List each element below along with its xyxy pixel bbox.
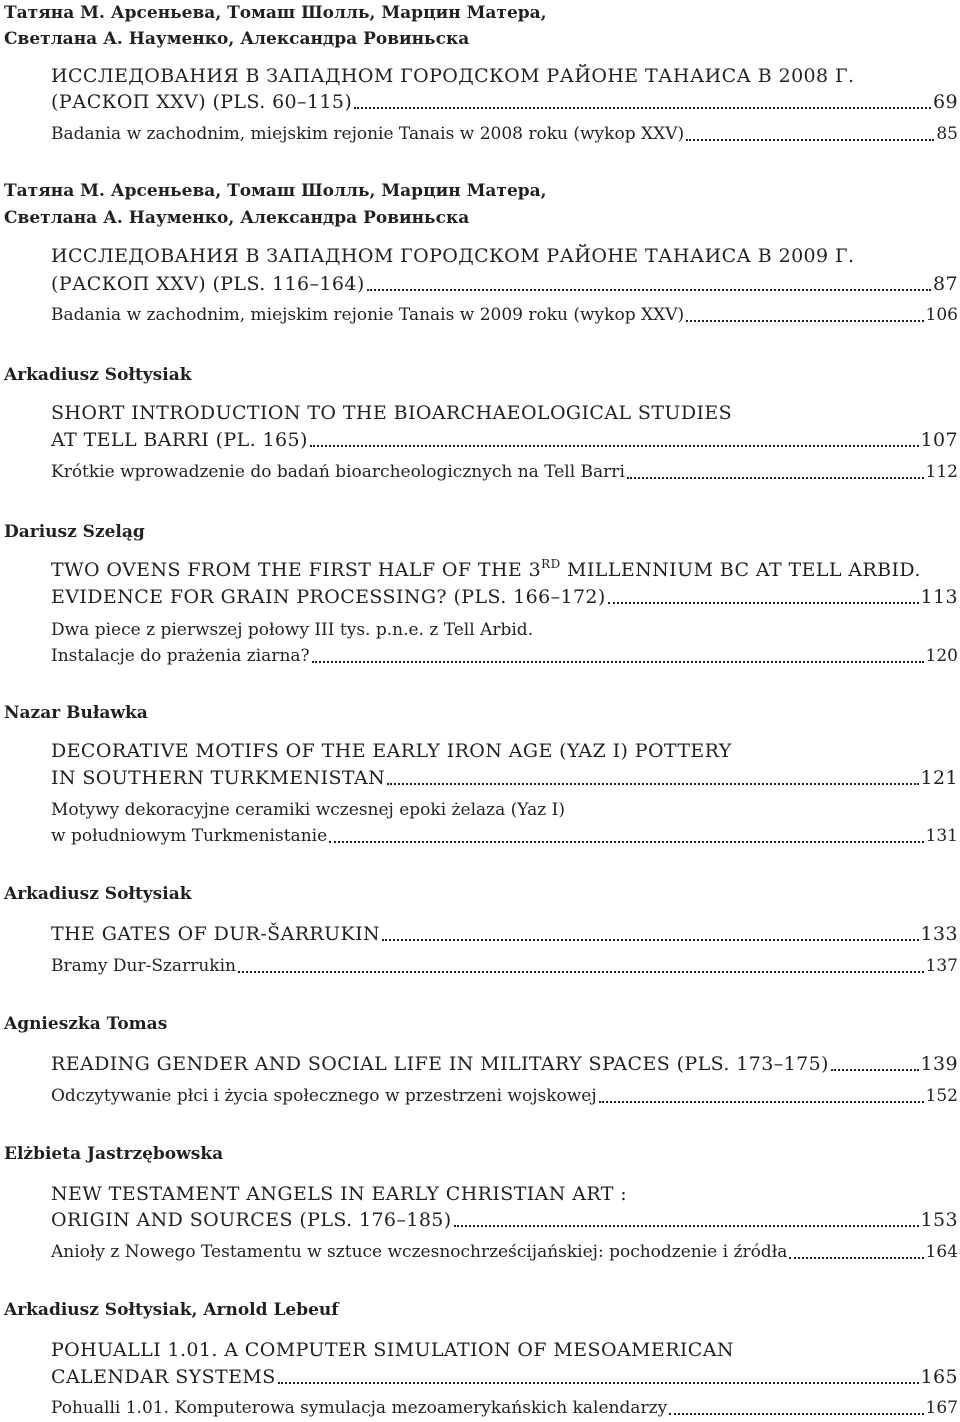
translation-line[interactable] — [51, 953, 958, 979]
dot-leader — [789, 1257, 923, 1259]
translation-line[interactable] — [51, 121, 958, 147]
page-number: 133 — [920, 923, 958, 945]
title-line[interactable] — [51, 271, 958, 297]
title-link-text: ORIGIN AND SOURCES (PLS. 176–185) — [51, 1209, 452, 1231]
translation-line[interactable] — [51, 459, 958, 485]
title-line[interactable] — [51, 921, 958, 947]
page-number: 113 — [920, 586, 958, 608]
dot-leader — [367, 289, 931, 291]
title-text — [51, 557, 921, 583]
translation-line[interactable] — [51, 1395, 958, 1421]
author-line: Elżbieta Jastrzębowska — [4, 1144, 224, 1164]
translation-line[interactable] — [51, 643, 958, 669]
page-number: 131 — [925, 826, 958, 846]
title-link-text: (РАСКОП XXV) (PLS. 116–164) — [51, 273, 365, 295]
title-line — [51, 400, 958, 426]
title-line[interactable] — [51, 1207, 958, 1233]
title-line[interactable] — [51, 89, 958, 115]
title-line[interactable] — [51, 427, 958, 453]
title-line — [51, 557, 958, 583]
dot-leader — [454, 1225, 919, 1227]
translation-text: Badania w zachodnim, miejskim rejonie Tanais w 2009 roku (wykop XXV) — [51, 305, 685, 325]
dot-leader — [627, 477, 924, 479]
title-line — [51, 63, 958, 89]
translation-text: Instalacje do prażenia ziarna? — [51, 646, 310, 666]
page-number: 167 — [925, 1398, 958, 1418]
translation-line[interactable] — [51, 1083, 958, 1109]
author-line: Agnieszka Tomas — [4, 1014, 168, 1034]
translation-line — [51, 617, 958, 643]
translation-text: Badania w zachodnim, miejskim rejonie Tanais w 2008 roku (wykop XXV) — [51, 124, 685, 144]
title-link-text: (РАСКОП XXV) (PLS. 60–115) — [51, 91, 353, 113]
dot-leader — [669, 1413, 923, 1415]
page-number: 120 — [925, 646, 958, 666]
translation-text: Motywy dekoracyjne ceramiki wczesnej epoki żelaza (Yaz I) — [51, 800, 566, 820]
author-line: Arkadiusz Sołtysiak, Arnold Lebeuf — [4, 1300, 339, 1320]
translation-line — [51, 797, 958, 823]
dot-leader — [387, 783, 918, 785]
page-number: 153 — [920, 1209, 958, 1231]
dot-leader — [382, 939, 918, 941]
dot-leader — [686, 320, 923, 322]
dot-leader — [686, 139, 934, 141]
dot-leader — [329, 841, 923, 843]
author-line: Arkadiusz Sołtysiak — [4, 365, 192, 385]
translation-text: Pohualli 1.01. Komputerowa symulacja mezoamerykańskich kalendarzy — [51, 1398, 668, 1418]
title-text: DECORATIVE MOTIFS OF THE EARLY IRON AGE (YAZ I) POTTERY — [51, 740, 732, 762]
title-line[interactable] — [51, 765, 958, 791]
title-line[interactable] — [51, 1051, 958, 1077]
page-number: 85 — [936, 124, 958, 144]
dot-leader — [312, 661, 924, 663]
translation-line[interactable] — [51, 823, 958, 849]
page-number: 87 — [933, 273, 958, 295]
translation-text: Odczytywanie płci i życia społecznego w przestrzeni wojskowej — [51, 1086, 597, 1106]
page-number: 121 — [920, 767, 958, 789]
title-text-part: MILLENNIUM BC AT TELL ARBID. — [560, 559, 921, 581]
page-number: 112 — [925, 462, 958, 482]
page-number: 137 — [925, 956, 958, 976]
author-line: Dariusz Szeląg — [4, 522, 145, 542]
author-line: Татяна М. Арсеньева, Томаш Шолль, Марцин Матера, — [4, 3, 547, 23]
page-number: 152 — [925, 1086, 958, 1106]
title-line — [51, 1337, 958, 1363]
title-link-text: IN SOUTHERN TURKMENISTAN — [51, 767, 386, 789]
translation-text: Bramy Dur-Szarrukin — [51, 956, 236, 976]
title-line — [51, 1181, 958, 1207]
dot-leader — [608, 602, 919, 604]
title-line — [51, 243, 958, 269]
title-link-text: READING GENDER AND SOCIAL LIFE IN MILITARY SPACES (PLS. 173–175) — [51, 1053, 829, 1075]
dot-leader — [238, 971, 924, 973]
title-line[interactable] — [51, 584, 958, 610]
title-text: POHUALLI 1.01. A COMPUTER SIMULATION OF MESOAMERICAN — [51, 1339, 734, 1361]
title-text: NEW TESTAMENT ANGELS IN EARLY CHRISTIAN ART : — [51, 1183, 628, 1205]
page-number: 107 — [920, 429, 958, 451]
dot-leader — [278, 1382, 919, 1384]
translation-text: Dwa piece z pierwszej połowy III tys. p.n.e. z Tell Arbid. — [51, 620, 534, 640]
author-line: Татяна М. Арсеньева, Томаш Шолль, Марцин Матера, — [4, 181, 547, 201]
author-line: Arkadiusz Sołtysiak — [4, 884, 192, 904]
translation-text: w południowym Turkmenistanie — [51, 826, 328, 846]
title-link-text: EVIDENCE FOR GRAIN PROCESSING? (PLS. 166–172) — [51, 586, 606, 608]
dot-leader — [831, 1069, 919, 1071]
page-number: 69 — [933, 91, 958, 113]
title-text: ИССЛЕДОВАНИЯ В ЗАПАДНОМ ГОРОДСКОМ РАЙОНЕ ТАНАИСА В 2008 Г. — [51, 65, 855, 87]
author-line: Светлана А. Науменко, Александра Ровиньска — [4, 208, 470, 228]
page-number: 106 — [925, 305, 958, 325]
title-link-text: THE GATES OF DUR-ŠARRUKIN — [51, 923, 381, 945]
dot-leader — [310, 445, 919, 447]
title-text: SHORT INTRODUCTION TO THE BIOARCHAEOLOGICAL STUDIES — [51, 402, 733, 424]
title-link-text: AT TELL BARRI (PL. 165) — [51, 429, 308, 451]
title-text: ИССЛЕДОВАНИЯ В ЗАПАДНОМ ГОРОДСКОМ РАЙОНЕ ТАНАИСА В 2009 Г. — [51, 245, 855, 267]
author-line: Nazar Buławka — [4, 703, 148, 723]
title-line — [51, 738, 958, 764]
page-number: 165 — [920, 1366, 958, 1388]
translation-text: Krótkie wprowadzenie do badań bioarcheologicznych na Tell Barri — [51, 462, 625, 482]
title-text-part: TWO OVENS FROM THE FIRST HALF OF THE 3 — [51, 559, 542, 581]
page-number: 139 — [920, 1053, 958, 1075]
title-line[interactable] — [51, 1364, 958, 1390]
author-line: Светлана А. Науменко, Александра Ровиньска — [4, 29, 470, 49]
translation-line[interactable] — [51, 1239, 958, 1265]
translation-line[interactable] — [51, 302, 958, 328]
title-link-text: CALENDAR SYSTEMS — [51, 1366, 276, 1388]
dot-leader — [354, 107, 931, 109]
ordinal-suffix: RD — [541, 557, 561, 571]
translation-text: Anioły z Nowego Testamentu w sztuce wczesnochrześcijańskiej: pochodzenie i źródła — [51, 1242, 788, 1262]
dot-leader — [599, 1101, 924, 1103]
page-number: 164 — [925, 1242, 958, 1262]
